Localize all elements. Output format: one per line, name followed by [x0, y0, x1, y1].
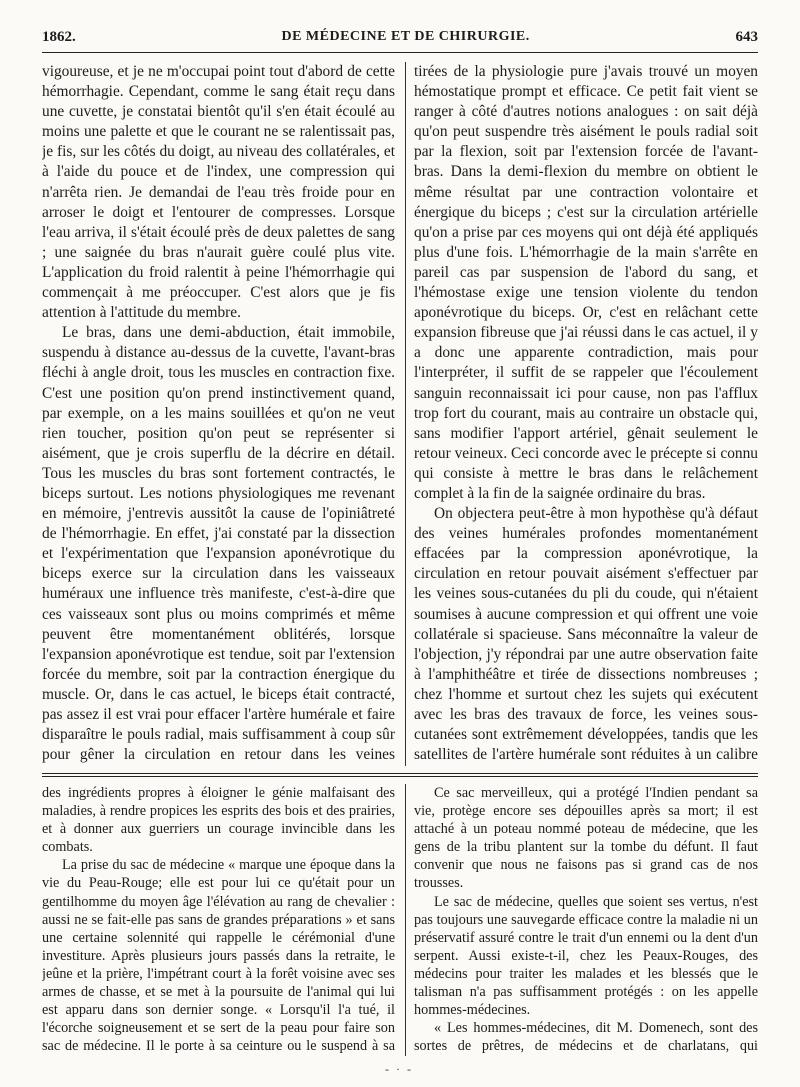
paragraph: Le sac de médecine, quelles que soient ses vertus, n'est pas toujours une sauvegarde efficace contre la maladie ni un préservatif assuré contre le trait d'un ennemi ou la dent d'un serpent. Aussi existe-t-il, chez les Peaux-Rouges, des médecins pour traiter les malades et les blessés que le talisman n'a pas suffisamment protégés : on les appelle hommes-médecines. [414, 893, 758, 1019]
page-number: 643 [735, 28, 758, 45]
header-rule [42, 52, 758, 53]
header-year: 1862. [42, 28, 76, 45]
paragraph: Ce sac merveilleux, qui a protégé l'Indien pendant sa vie, protège encore ses dépouilles après sa mort; il est attaché à un poteau nommé poteau de médecine, que les gens de la tribu plantent sur la tombe du défunt. Il faut convenir que nous ne faisons pas si grand cas de nos trousses. [414, 785, 758, 892]
paragraph: des ingrédients propres à éloigner le génie malfaisant des maladies, à rendre propices les esprits des bois et des prairies, et à donner aux guerriers un courage invincible dans les combats. [42, 785, 395, 856]
lower-right-column [414, 784, 758, 1056]
upper-right-column [414, 62, 758, 766]
paragraph: Le bras, dans une demi-abduction, était immobile, suspendu à distance au-dessus de la cuvette, l'avant-bras fléchi à angle droit, tous les muscles en contraction fixe. C'est une position qu'on prend instinctivement quand, par exemple, on a les mains souillées et qu'on ne veut rien toucher, position qu'on peut se représenter si aisément, que je crois superflu de la décrire en détail. Tous les muscles du bras sont fortement contractés, le biceps surtout. Les notions physiologiques me revenant en mémoire, j'entrevis aussitôt la cause de l'opiniâtreté de l'hémorrhagie. En effet, j'ai constaté par la dissection et l'expérimentation que l'expansion aponévrotique du biceps exerce sur la circulation dans les vaisseaux huméraux une influence très manifeste, c'est-à-dire que ces vaisseaux sont plus ou moins comprimés et même peuvent être momentanément oblitérés, lorsque l'expansion aponévrotique est tendue, soit par l'extension forcée du membre, soit par la contraction énergique du muscle. Or, dans le cas actuel, le biceps était contracté, pas assez il est vrai pour effacer l'artère humérale et faire disparaître le pouls radial, mais suffisamment à coup sûr pour gêner la circulation en retour dans les veines [42, 324, 395, 764]
lower-left-column [42, 784, 395, 1056]
paragraph: tirées de la physiologie pure j'avais trouvé un moyen hémostatique prompt et efficace. Ce petit fait vient se ranger à côté d'autres notions analogues : on sait déjà qu'on peut suspendre très aisément le pouls radial soit par la flexion, soit par l'extension forcée de l'avant-bras. Dans la demi-flexion du membre on obtient le même résultat par une contraction volontaire et énergique du biceps ; c'est sur la circulation artérielle qu'on a prise par ces moyens qui ont déjà été appliqués plus d'une fois. L'hémorrhagie de la main s'arrête en pareil cas par suspension de l'abord du sang, et l'hémostase exige une tension violente du tendon aponévrotique du biceps. Or, c'est en relâchant cette expansion fibreuse que j'ai réussi dans le cas actuel, il y a donc une apparente contradiction, mais pour l'interpréter, il suffit de se rappeler que l'écoulement sanguin reconnaissait ici pour cause, non pas l'afflux trop fort du courant, mais au contraire un obstacle qui, sans modifier l'apport artériel, gênait seulement le retour veineux. Ceci concorde avec le précepte si connu qui consiste à mettre le bras dans le relâchement complet à la fin de la saignée ordinaire du bras. [414, 63, 758, 502]
printer-mark: - · - [385, 1062, 413, 1076]
upper-left-column [42, 62, 395, 766]
column-divider [405, 784, 406, 1056]
paragraph: La prise du sac de médecine « marque une époque dans la vie du Peau-Rouge; elle est pour lui ce qu'était pour un gentilhomme du moyen âge l'élévation au rang de chevalier : aussi ne se fait-elle pas sans de grandes préparations » et sans une certaine solennité qui rappelle le cérémonial d'une investiture. Après plusieurs jours passés dans la retraite, le jeûne et la prière, l'impétrant court à la forêt voisine avec ses armes de chasse, et se met à la poursuite de l'animal qui lui est apparu dans son dernier songe. « Lorsqu'il l'a tué, il l'écorche soigneusement et se sert de la peau pour faire son sac de médecine. Il le porte à sa ceinture ou le suspend à sa [42, 857, 395, 1055]
column-divider [405, 62, 406, 766]
header-title: DE MÉDECINE ET DE CHIRURGIE. [281, 29, 530, 44]
paragraph: vigoureuse, et je ne m'occupai point tout d'abord de cette hémorrhagie. Cependant, comme le sang était reçu dans une cuvette, je constatai bientôt qu'il s'en était écoulé au moins une palette et que le courant ne se ralentissait pas, je fis, sur les côtés du doigt, au niveau des collatérales, et à l'aide du pouce et de l'index, une compression qui n'arrêta rien. Je demandai de l'eau très froide pour en arroser le doigt et l'entourer de compresses. Lorsque l'eau arriva, il s'était écoulé près de deux palettes de sang ; une saignée du bras n'aurait guère coulé plus vite. L'application du froid ralentit à peine l'hémorrhagie qui commençait à me préoccuper. C'est alors que je fis attention à l'attitude du membre. [42, 63, 395, 322]
paragraph: On objectera peut-être à mon hypothèse qu'à défaut des veines humérales profondes momentanément effacées par la compression aponévrotique, la circulation en retour pouvait aisément s'effectuer par les veines sous-cutanées du pli du coude, qui n'étaient soumises à aucune compression et qui offrent une voie collatérale si spacieuse. Sans méconnaître la valeur de l'objection, j'y répondrai par une autre observation faite à l'amphithéâtre et tirée de dissections nombreuses ; chez l'homme et surtout chez les sujets qui exécutent avec les bras des travaux de force, les veines sous-cutanées sont extrêmement développées, tandis que les satellites de l'artère humérale sont réduites à un calibre [414, 505, 758, 764]
section-rule [42, 773, 758, 774]
running-header [42, 26, 758, 48]
paragraph: « Les hommes-médecines, dit M. Domenech, sont des sortes de prêtres, de médecins et de charlatans, qui [414, 1020, 758, 1055]
section-rule-double [42, 776, 758, 777]
